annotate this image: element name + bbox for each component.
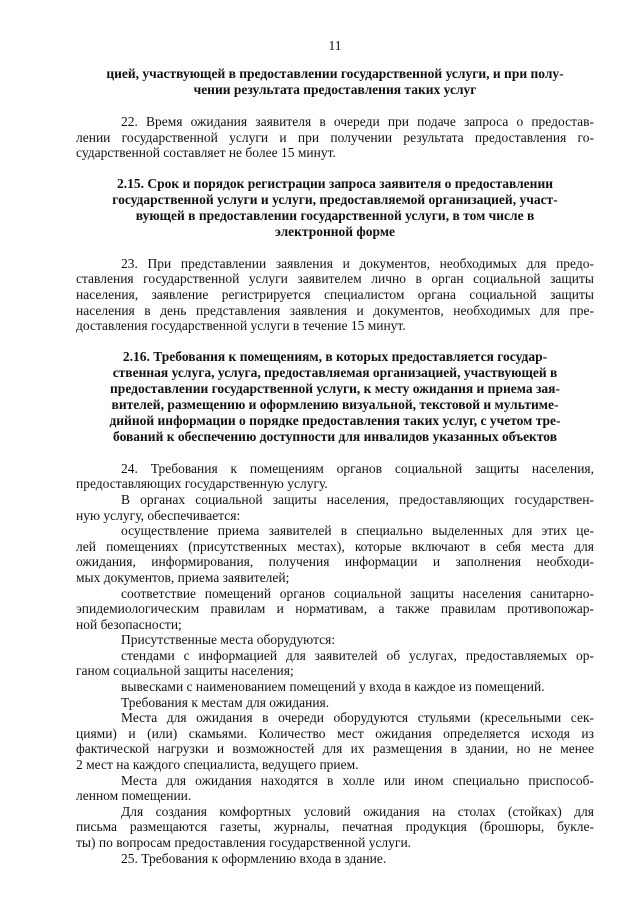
paragraph <box>76 523 594 585</box>
paragraph <box>76 851 594 867</box>
text-line: населения, заявление регистрируется специалистом органа социальной защиты <box>76 286 594 302</box>
text-line: 2.16. Требования к помещениям, в которых предоставляется государ- <box>122 348 548 364</box>
text-line: государственной услуги и услуги, предоставляемой организацией, участ- <box>112 191 558 207</box>
text-line: ставления государственной услуги заявителем лично в орган социальной защиты <box>76 271 594 287</box>
text-line: ганом социальной защиты населения; <box>76 663 294 679</box>
text-line: Присутственные места оборудуются: <box>121 632 336 648</box>
text-line: 22. Время ожидания заявителя в очереди при подаче запроса о предостав- <box>121 114 594 129</box>
text-line: ной безопасности; <box>76 616 182 632</box>
text-line: Места для ожидания в очереди оборудуются стульями (кресельными сек- <box>121 710 594 726</box>
text-line: ожидания, информирования, получения информации и заполнения необходи- <box>76 554 594 570</box>
text-line: 23. При представлении заявления и документов, необходимых для предо- <box>121 255 594 271</box>
text-line: фактической нагрузки и возможностей для их размещения в здании, но не менее <box>76 741 594 757</box>
paragraph <box>76 586 594 633</box>
text-line: соответствие помещений органов социальной защиты населения санитарно- <box>121 585 594 601</box>
text-line: 25. Требования к оформлению входа в здание. <box>121 850 387 866</box>
text-line: доставления государственной услуги в течение 15 минут. <box>76 318 406 334</box>
text-line: дийной информации о порядке предоставления таких услуг, с учетом тре- <box>109 412 561 428</box>
text-line: Для создания комфортных условий ожидания на столах (стойках) для <box>121 803 594 819</box>
text-line: предоставлении государственной услуги, к месту ожидания и приема зая- <box>110 380 560 396</box>
page-number: 11 <box>328 38 342 53</box>
section-heading <box>76 349 594 445</box>
text-line: лей помещениях (присутственных местах), которые включают в себя места для <box>76 538 594 554</box>
text-line: мых документов, приема заявителей; <box>76 569 290 585</box>
text-line: вывесками с наименованием помещений у входа в каждое из помещений. <box>121 679 545 695</box>
document-body <box>76 66 594 866</box>
paragraph <box>76 804 594 851</box>
text-line: письма размещаются газеты, журналы, печатная продукция (брошюры, букле- <box>76 819 594 835</box>
text-line: эпидемиологическим правилам и нормативам, а также правилам противопожар- <box>76 601 594 617</box>
text-line: цией, участвующей в предоставлении государственной услуги, и при полу- <box>106 66 564 81</box>
text-line: 2.15. Срок и порядок регистрации запроса заявителя о предоставлении <box>116 175 554 191</box>
paragraph <box>76 461 594 492</box>
paragraph <box>76 648 594 679</box>
text-line: сударственной составляет не более 15 минут. <box>76 145 336 161</box>
section-heading <box>76 176 594 240</box>
text-line: чении результата предоставления таких услуг <box>193 82 477 97</box>
text-line: 24. Требования к помещениям органов социальной защиты населения, <box>121 460 594 476</box>
text-line: электронной форме <box>274 223 396 239</box>
text-line: бований к обеспечению доступности для инвалидов указанных объектов <box>113 428 557 444</box>
paragraph <box>76 492 594 523</box>
paragraph <box>76 114 594 161</box>
text-line: ты) по вопросам предоставления государственной услуги. <box>76 835 412 850</box>
text-line: Требования к местам для ожидания. <box>121 694 330 710</box>
text-line: Места для ожидания находятся в холле или ином специально приспособ- <box>121 772 594 788</box>
text-line: В органах социальной защиты населения, предоставляющих государствен- <box>121 491 594 507</box>
text-line: стендами с информацией для заявителей об услугах, предоставляемых ор- <box>121 647 594 663</box>
paragraph <box>76 679 594 695</box>
paragraph <box>76 695 594 711</box>
paragraph <box>76 256 594 334</box>
text-line: циями) и (или) скамьями. Количество мест ожидания определяется исходя из <box>76 725 594 741</box>
text-line: ственная услуга, услуга, предоставляемая организацией, участвующей в <box>112 364 558 380</box>
paragraph <box>76 710 594 772</box>
text-line: вителей, размещению и оформлению визуальной, текстовой и мультиме- <box>111 396 559 412</box>
text-line: ленном помещении. <box>76 788 192 804</box>
text-line: предоставляющих государственную услугу. <box>76 476 328 492</box>
paragraph <box>76 632 594 648</box>
text-line: населения в день представления заявления и документов, необходимых для пре- <box>76 302 594 318</box>
text-line: осуществление приема заявителей в специально выделенных для этих це- <box>121 523 594 539</box>
text-line: ную услугу, обеспечивается: <box>76 507 241 523</box>
text-line: вующей в предоставлении государственной услуги, в том числе в <box>135 207 535 223</box>
text-line: лении государственной услуги и при получении результата предоставления го- <box>76 129 594 145</box>
section-heading <box>76 66 594 98</box>
text-line: 2 мест на каждого специалиста, ведущего прием. <box>76 757 359 773</box>
paragraph <box>76 773 594 804</box>
